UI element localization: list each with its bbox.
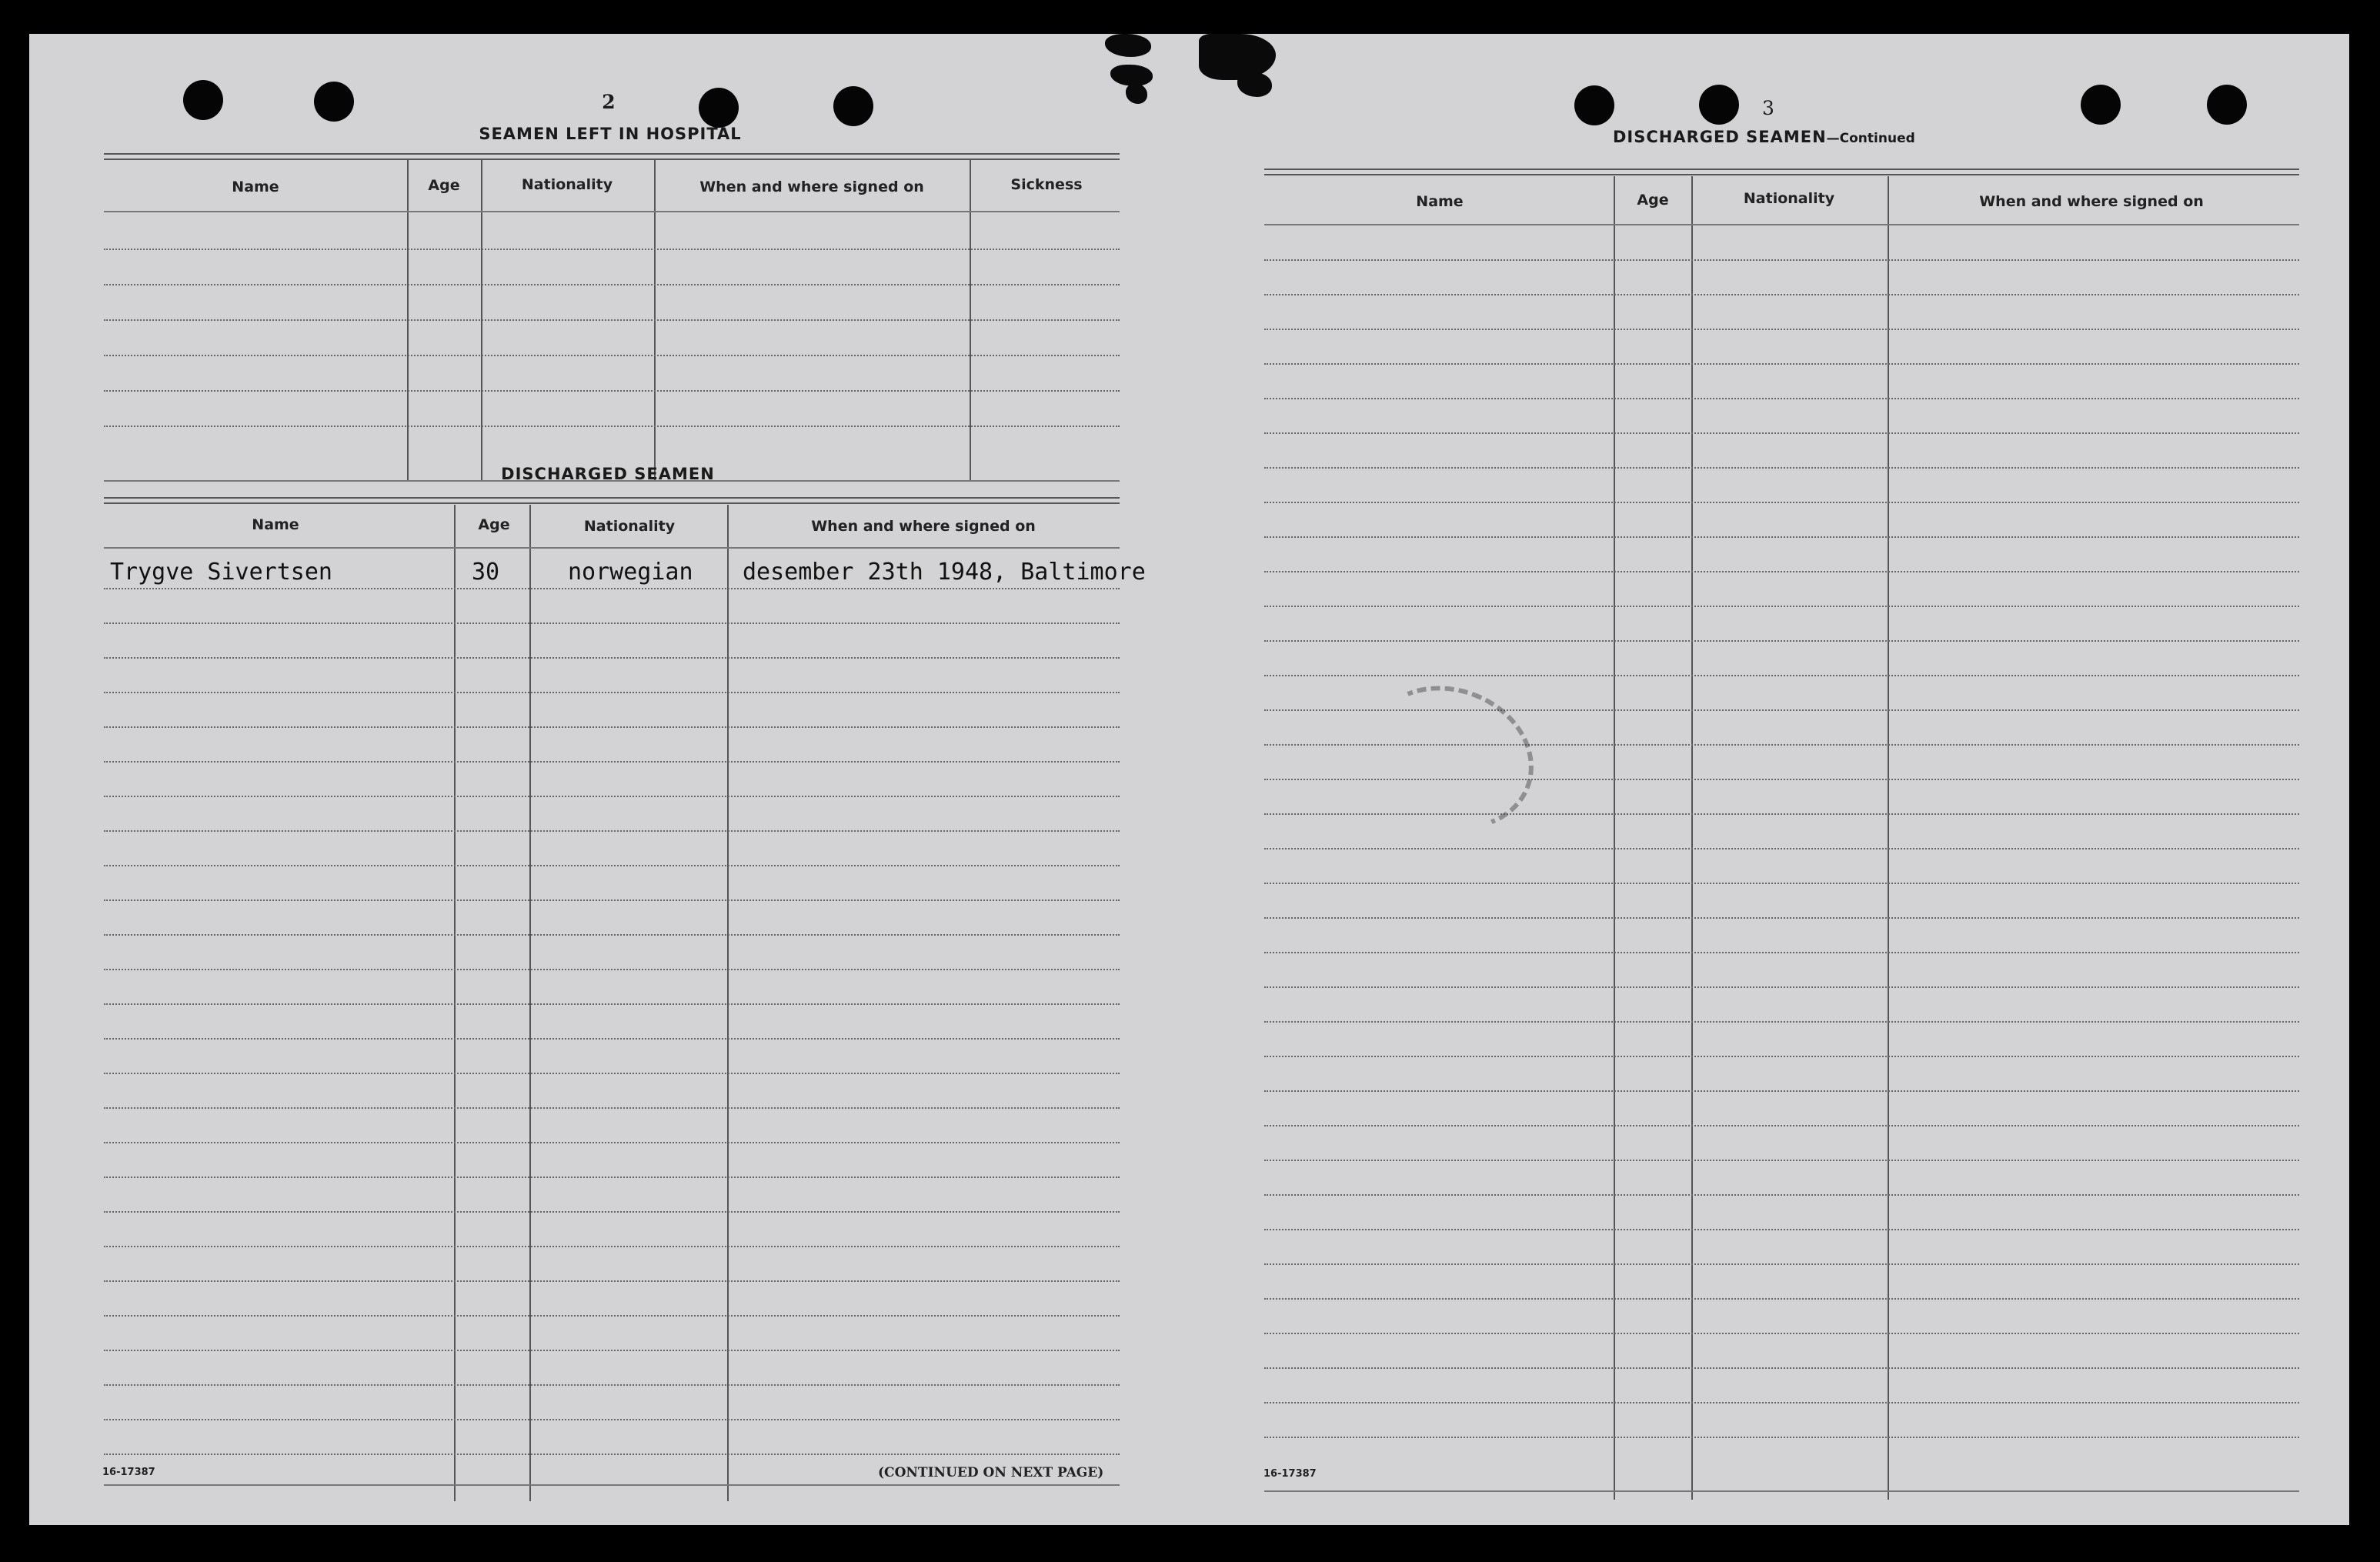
hospital-header-nationality: Nationality bbox=[521, 176, 613, 193]
table-row bbox=[1264, 432, 2299, 434]
continued-header-name: Name bbox=[1416, 193, 1464, 210]
table-row bbox=[1264, 1367, 2299, 1369]
table-row bbox=[104, 1454, 1120, 1455]
table-row bbox=[1264, 1021, 2299, 1023]
seaman-signed-on: desember 23th 1948, Baltimore bbox=[743, 559, 1146, 586]
discharged-table bbox=[104, 497, 1146, 1501]
table-row bbox=[1264, 1125, 2299, 1126]
table-row bbox=[104, 355, 1120, 356]
form-number: 16-17387 bbox=[1263, 1468, 1317, 1480]
table-row bbox=[104, 1419, 1120, 1420]
table-row bbox=[104, 1350, 1120, 1351]
table-row bbox=[1264, 640, 2299, 642]
table-row bbox=[104, 1003, 1120, 1005]
table-row bbox=[1264, 606, 2299, 607]
punch-hole bbox=[314, 82, 354, 122]
continued-header-signed-on: When and where signed on bbox=[1979, 193, 2204, 210]
table-row bbox=[1264, 1160, 2299, 1161]
table-row bbox=[104, 1211, 1120, 1213]
table-row bbox=[1264, 536, 2299, 538]
table-row bbox=[104, 1246, 1120, 1247]
page-number: 2 bbox=[602, 91, 616, 113]
punch-hole bbox=[2207, 85, 2247, 125]
table-row bbox=[1264, 675, 2299, 676]
table-row bbox=[1264, 1437, 2299, 1438]
table-row bbox=[104, 830, 1120, 832]
hospital-table bbox=[104, 153, 1120, 488]
table-row bbox=[104, 390, 1120, 392]
seaman-nationality: norwegian bbox=[568, 559, 693, 586]
continued-header-nationality: Nationality bbox=[1743, 190, 1835, 207]
title-main: DISCHARGED SEAMEN bbox=[1613, 128, 1827, 146]
table-row bbox=[104, 1384, 1120, 1386]
table-row bbox=[1264, 986, 2299, 988]
table-row bbox=[104, 1315, 1120, 1317]
table-row bbox=[104, 1177, 1120, 1178]
table-row bbox=[104, 1073, 1120, 1074]
table-row bbox=[104, 319, 1120, 321]
table-row bbox=[1264, 571, 2299, 572]
ink-blot bbox=[1126, 84, 1147, 104]
table-row bbox=[104, 588, 1120, 589]
continued-section-title bbox=[1613, 128, 1915, 146]
hospital-header-signed-on: When and where signed on bbox=[699, 179, 924, 195]
table-row bbox=[104, 761, 1120, 763]
table-row bbox=[1264, 1229, 2299, 1230]
table-row bbox=[104, 1142, 1120, 1143]
punch-hole bbox=[183, 80, 223, 120]
table-row bbox=[1264, 294, 2299, 295]
table-row bbox=[1264, 363, 2299, 365]
table-row bbox=[104, 1107, 1120, 1109]
table-row bbox=[104, 899, 1120, 901]
table-row bbox=[104, 426, 1120, 427]
table-row bbox=[1264, 1263, 2299, 1265]
table-row bbox=[1264, 917, 2299, 919]
table-row bbox=[1264, 398, 2299, 399]
table-row bbox=[104, 249, 1120, 250]
table-row bbox=[1264, 1056, 2299, 1057]
page-number: 3 bbox=[1762, 97, 1774, 119]
punch-hole bbox=[1699, 85, 1739, 125]
table-row bbox=[1264, 1402, 2299, 1403]
hospital-header-age: Age bbox=[428, 177, 460, 194]
continued-header-age: Age bbox=[1637, 192, 1669, 209]
table-row bbox=[1264, 329, 2299, 330]
title-suffix: —Continued bbox=[1826, 131, 1915, 146]
table-row bbox=[1264, 1333, 2299, 1334]
punch-hole bbox=[833, 86, 873, 126]
hospital-header-name: Name bbox=[232, 179, 279, 195]
table-row bbox=[104, 1038, 1120, 1040]
continued-note: (CONTINUED ON NEXT PAGE) bbox=[878, 1465, 1104, 1480]
discharged-header-name: Name bbox=[252, 516, 299, 533]
table-row bbox=[104, 1280, 1120, 1282]
discharged-header-nationality: Nationality bbox=[583, 518, 676, 535]
table-row bbox=[104, 865, 1120, 866]
table-row bbox=[1264, 467, 2299, 469]
table-row bbox=[1264, 1090, 2299, 1092]
table-row bbox=[1264, 952, 2299, 953]
hospital-section-title: SEAMEN LEFT IN HOSPITAL bbox=[479, 125, 742, 143]
seaman-age: 30 bbox=[472, 559, 500, 586]
table-row bbox=[104, 726, 1120, 728]
table-row bbox=[1264, 883, 2299, 884]
punch-hole bbox=[2081, 85, 2121, 125]
document-sheet bbox=[29, 34, 2349, 1525]
continued-table bbox=[1264, 169, 2299, 1500]
punch-hole bbox=[1574, 85, 1614, 125]
hospital-header-sickness: Sickness bbox=[1010, 176, 1083, 193]
table-row bbox=[104, 969, 1120, 970]
discharged-header-age: Age bbox=[478, 516, 510, 533]
table-row bbox=[104, 692, 1120, 693]
table-row bbox=[104, 622, 1120, 624]
punch-hole bbox=[699, 88, 739, 128]
table-row bbox=[104, 796, 1120, 797]
left-page bbox=[29, 34, 1183, 1525]
discharged-section-title: DISCHARGED SEAMEN bbox=[501, 465, 715, 483]
form-number: 16-17387 bbox=[102, 1467, 155, 1478]
table-row bbox=[1264, 502, 2299, 503]
table-row bbox=[1264, 259, 2299, 261]
table-row bbox=[1264, 1298, 2299, 1300]
table-row bbox=[1264, 1194, 2299, 1196]
table-row bbox=[104, 284, 1120, 285]
seaman-name: Trygve Sivertsen bbox=[110, 559, 332, 586]
table-row bbox=[1264, 848, 2299, 849]
table-row bbox=[104, 934, 1120, 936]
discharged-header-signed-on: When and where signed on bbox=[811, 518, 1036, 535]
table-row bbox=[104, 657, 1120, 659]
